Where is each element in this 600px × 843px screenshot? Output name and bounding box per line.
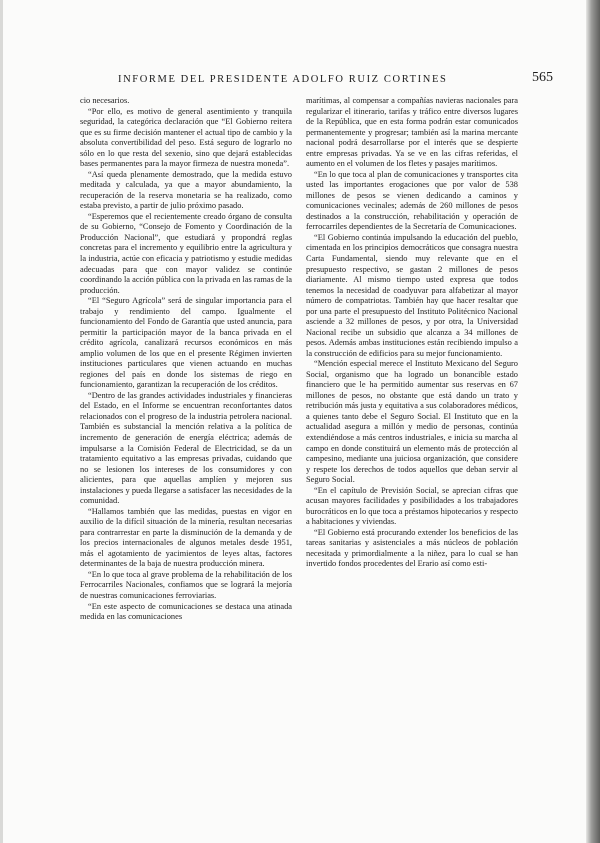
paragraph: “Dentro de las grandes actividades industriales y financieras del Estado, en el Informe se encuentran reconfortantes datos relacionados con el progreso de la industria petrolera nacional. También es substancial la mención relativa a la política de incremento de generación de energía eléctrica; además de impulsarse a la Comisión Federal de Electricidad, se da un tratamiento equitativo a las empresas privadas, cuidando que no se lesionen los intereses de los consumidores y con alicientes, para que aquellas amplíen y mejoren sus instalaciones y pueda llegarse a satisfacer las necesidades de la comunidad.	[80, 390, 292, 506]
paragraph: “Por ello, es motivo de general asentimiento y tranquila seguridad, la categórica declaración que “El Gobierno reitera que es su firme decisión mantener el actual tipo de cambio y la absoluta convertibilidad del peso. Está seguro de lograrlo no sólo en lo que resta del sexenio, sino que dejará establecidas bases permanentes para la mayor firmeza de nuestra moneda”.	[80, 106, 292, 169]
paragraph: “En lo que toca al grave problema de la rehabilitación de los Ferrocarriles Nacionales, confiamos que se logrará la mejoría de nuestras comunicaciones ferroviarias.	[80, 569, 292, 600]
paragraph: “En el capítulo de Previsión Social, se aprecian cifras que acusan mayores facilidades y posibilidades a los trabajadores burocráticos en lo que toca a préstamos hipotecarios y respecto a habitaciones y viviendas.	[306, 485, 518, 527]
text-column-left	[80, 96, 292, 623]
text-column-right	[306, 96, 518, 570]
page-number: 565	[532, 70, 553, 85]
paragraph: marítimas, al compensar a compañías navieras nacionales para regularizar el itinerario, tarifas y tráfico entre diversos lugares de la República, que en esta forma podrán estar comunicados permanentemente y progresar; también así la marina mercante nacional podrá desarrollarse por el interés que se despierte entre empresas privadas. Ya se ve en las cifras referidas, el aumento en el volumen de los fletes y pasajes marítimos.	[306, 96, 518, 169]
paragraph: “Así queda plenamente demostrado, que la medida estuvo meditada y calculada, ya que a mayor abundamiento, la recuperación de la reserva monetaria se ha realizado, como estaba previsto, a partir de julio próximo pasado.	[80, 169, 292, 211]
scan-edge-left	[0, 0, 3, 843]
paragraph: cio necesarios.	[80, 96, 130, 105]
paragraph: “En este aspecto de comunicaciones se destaca una atinada medida en las comunicaciones	[80, 601, 292, 622]
running-title: INFORME DEL PRESIDENTE ADOLFO RUIZ CORTINES	[118, 74, 448, 85]
paragraph: “En lo que toca al plan de comunicaciones y transportes cita usted las importantes erogaciones que por valor de 538 millones de pesos se vienen dedicando a caminos y comunicaciones vecinales; además de 260 millones de pesos destinados a la construcción, rehabilitación y operación de ferrocarriles dependientes de la Secretaría de Comunicaciones.	[306, 169, 518, 232]
paragraph: “El Gobierno está procurando extender los beneficios de las tareas sanitarias y asistenciales a más núcleos de población necesitada y primordialmente a la niñez, para lo cual se han invertido fondos procedentes del Erario así como esti-	[306, 527, 518, 569]
paragraph: “Hallamos también que las medidas, puestas en vigor en auxilio de la difícil situación de la minería, resultan necesarias para contrarrestar en parte la disminución de la demanda y de los precios internacionales de algunos metales desde 1951, más el agotamiento de yacimientos de leyes altas, factores determinantes de la baja de nuestra producción minera.	[80, 506, 292, 569]
paragraph: “Mención especial merece el Instituto Mexicano del Seguro Social, organismo que ha logrado un bonancible estado financiero que le ha permitido aumentar sus reservas en 67 millones de pesos, no obstante que está dando un trato y retribución más justa y equitativa a sus colaboradores médicos, a quienes tanto debe el Seguro Social. El Instituto que en la actualidad asegura a millón y medio de personas, continúa extendiéndose a más centros industriales, e inicia su marcha al campo en donde constituirá un elemento más de protección al campesino, mediante una juiciosa organización, que considere y respete los derechos de todos aquellos que deban servir al Seguro Social.	[306, 359, 518, 485]
paragraph: “El Gobierno continúa impulsando la educación del pueblo, cimentada en los principios democráticos que consagra nuestra Carta Fundamental, siendo muy relevante que en el presupuesto respectivo, se gastan 2 millones de pesos diariamente. Al mismo tiempo usted expresa que todos tenemos la necesidad de coadyuvar para alfabetizar al mayor número de compatriotas. También hay que hacer resaltar que por una parte el presupuesto del Instituto Politécnico Nacional asciende a 32 millones de pesos, y por otra, la Universidad Nacional recibe un subsidio que alcanza a 34 millones de pesos. Además ambas instituciones están recibiendo impulso a la construcción de edificios para su mejor funcionamiento.	[306, 232, 518, 358]
paragraph: “Esperemos que el recientemente creado órgano de consulta de su Gobierno, “Consejo de Fomento y Coordinación de la Producción Nacional”, que estudiará y propondrá reglas concretas para el incremento y equilibrio entre la agricultura y la industria, actúe con eficacia y patriotismo y estudie medidas adecuadas para que con mayor validez se continúe coordinando la acción pública con la privada en las ramas de la producción.	[80, 211, 292, 295]
paragraph: “El “Seguro Agrícola” será de singular importancia para el trabajo y rendimiento del campo. Igualmente el funcionamiento del Fondo de Garantía que usted anuncia, para permitir la participación mayor de la banca privada en el crédito agrícola, canalizará recursos económicos en más amplio volumen de los que en el presente Régimen invierten instituciones particulares que vienen actuando en muchas regiones del país en donde los sistemas de riego en funcionamiento, garantizan la recuperación de los créditos.	[80, 296, 292, 390]
scan-edge-right	[586, 0, 600, 843]
